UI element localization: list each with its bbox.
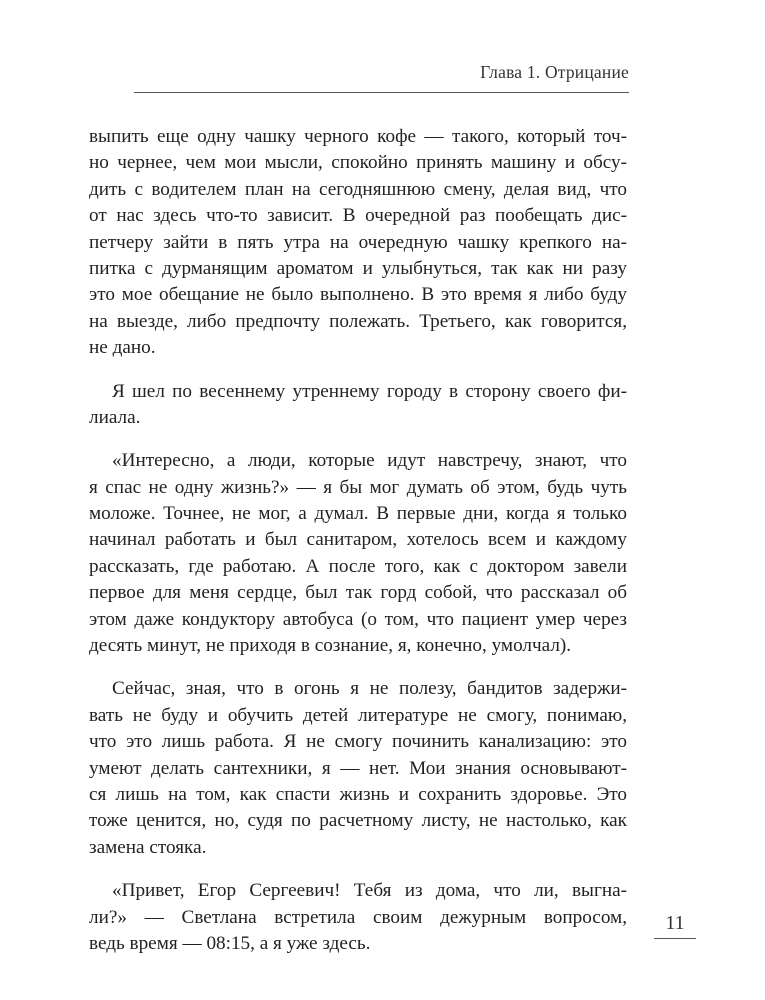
header-rule [134, 92, 629, 93]
text-line: Сейчас, зная, что в огонь я не полезу, бандитов задержи- [112, 678, 627, 700]
page-footer [654, 910, 696, 950]
paragraph-1 [89, 124, 627, 362]
text-line: дить с водителем план на сегодняшнюю смену, делая вид, что [89, 178, 627, 200]
text-line: это мое обещание не было выполнено. В это время я либо буду [89, 284, 627, 306]
text-line: ся лишь на том, как спасти жизнь и сохранить здоровье. Это [89, 783, 627, 805]
text-line: питка с дурманящим ароматом и улыбнуться, так как ни разу [89, 257, 627, 279]
text-line: рассказать, где работаю. А после того, как с доктором завели [89, 555, 627, 577]
text-line: умеют делать сантехники, я — нет. Мои знания основывают- [89, 757, 627, 779]
paragraph-5 [89, 878, 627, 957]
text-line: этом даже кондуктору автобуса (о том, что пациент умер через [89, 608, 627, 630]
text-line: начинал работать и был санитаром, хотелось всем и каждому [89, 529, 627, 551]
text-line: ведь время — 08:15, а я уже здесь. [89, 932, 371, 954]
text-line: выпить еще одну чашку черного кофе — такого, который точ- [89, 126, 627, 147]
text-line: десять минут, не приходя в сознание, я, конечно, умолчал). [89, 635, 572, 657]
text-line: что это лишь работа. Я не смогу починить канализацию: это [89, 731, 627, 753]
text-line: я спас не одну жизнь?» — я бы мог думать об этом, будь чуть [89, 476, 627, 498]
running-header [134, 58, 629, 92]
text-line: петчеру зайти в пять утра на очередную чашку крепкого на- [89, 231, 627, 253]
text-line: но чернее, чем мои мысли, спокойно принять машину и обсу- [89, 152, 627, 174]
text-line: моложе. Точнее, не мог, а думал. В первые дни, когда я только [89, 503, 627, 525]
paragraph-4 [89, 676, 627, 861]
text-line: первое для меня сердце, был так горд собой, что рассказал об [89, 582, 627, 604]
text-line: Я шел по весеннему утреннему городу в сторону своего фи- [112, 380, 627, 402]
text-line: лиала. [89, 406, 141, 428]
text-line: тоже ценится, но, судя по расчетному листу, не настолько, как [89, 810, 627, 832]
text-line: не дано. [89, 337, 156, 359]
text-line: «Привет, Егор Сергеевич! Тебя из дома, что ли, выгна- [112, 880, 627, 902]
text-line: «Интересно, а люди, которые идут навстречу, знают, что [112, 450, 627, 472]
page-number: 11 [665, 912, 685, 934]
footer-rule [654, 938, 696, 939]
text-line: от нас здесь что-то зависит. В очередной раз пообещать дис- [89, 205, 627, 227]
chapter-title: Глава 1. Отрицание [480, 62, 629, 82]
text-line: ли?» — Светлана встретила своим дежурным вопросом, [89, 906, 627, 928]
text-line: вать не буду и обучить детей литературе не смогу, понимаю, [89, 704, 627, 726]
text-line: замена стояка. [89, 836, 207, 858]
text-line: на выезде, либо предпочту полежать. Третьего, как говорится, [89, 310, 627, 332]
paragraph-2 [89, 379, 627, 432]
body-text [89, 124, 627, 957]
paragraph-3 [89, 448, 627, 659]
